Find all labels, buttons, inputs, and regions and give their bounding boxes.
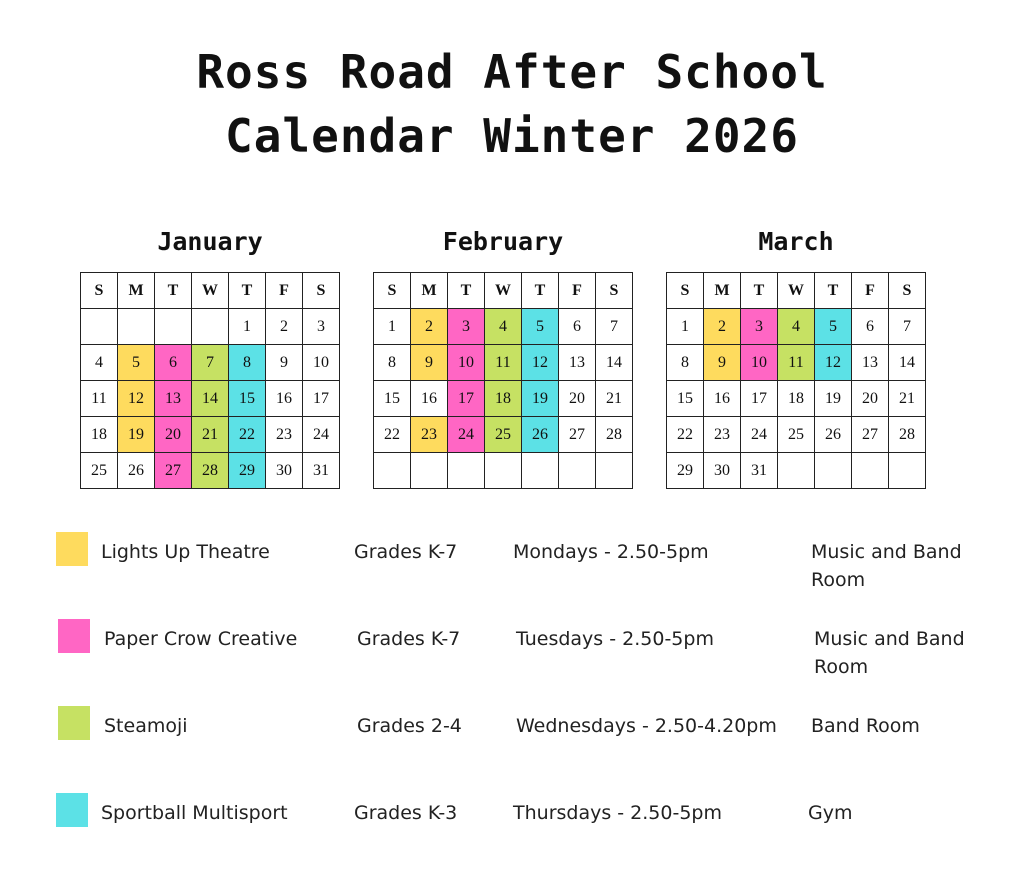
- day-cell: 31: [303, 453, 340, 489]
- day-cell: 5: [522, 309, 559, 345]
- weekday-header: W: [192, 273, 229, 309]
- day-cell: 7: [596, 309, 633, 345]
- page-title: [0, 40, 1024, 168]
- week-row: [81, 345, 340, 381]
- month-grid: [666, 272, 926, 489]
- empty-day-cell: [155, 309, 192, 345]
- day-cell: 12: [815, 345, 852, 381]
- weekday-header: S: [596, 273, 633, 309]
- day-cell: 27: [852, 417, 889, 453]
- program-grades: Grades K-7: [354, 541, 458, 563]
- day-cell: 17: [303, 381, 340, 417]
- program-name: Lights Up Theatre: [101, 541, 270, 563]
- day-cell: 21: [192, 417, 229, 453]
- day-cell: 5: [815, 309, 852, 345]
- day-cell: 4: [81, 345, 118, 381]
- day-cell: 4: [778, 309, 815, 345]
- day-cell: 2: [704, 309, 741, 345]
- day-cell: 28: [889, 417, 926, 453]
- day-cell: 16: [266, 381, 303, 417]
- empty-day-cell: [374, 453, 411, 489]
- month-grid: [373, 272, 633, 489]
- day-cell: 27: [155, 453, 192, 489]
- empty-day-cell: [852, 453, 889, 489]
- day-cell: 28: [192, 453, 229, 489]
- empty-day-cell: [596, 453, 633, 489]
- calendar-march: [666, 226, 926, 489]
- day-cell: 2: [266, 309, 303, 345]
- day-cell: 25: [778, 417, 815, 453]
- empty-day-cell: [889, 453, 926, 489]
- weekday-header: T: [229, 273, 266, 309]
- day-cell: 29: [229, 453, 266, 489]
- program-schedule: Tuesdays - 2.50-5pm: [516, 628, 714, 650]
- month-name: February: [442, 227, 564, 256]
- week-row: [374, 381, 633, 417]
- day-cell: 1: [229, 309, 266, 345]
- day-cell: 14: [889, 345, 926, 381]
- empty-day-cell: [118, 309, 155, 345]
- day-cell: 8: [667, 345, 704, 381]
- legend-row-sport: [0, 793, 1024, 853]
- day-cell: 12: [522, 345, 559, 381]
- week-row: [81, 381, 340, 417]
- color-swatch: [58, 619, 90, 653]
- title-line-1: Ross Road After School: [196, 45, 828, 99]
- program-schedule: Mondays - 2.50-5pm: [513, 541, 709, 563]
- day-cell: 2: [411, 309, 448, 345]
- day-cell: 28: [596, 417, 633, 453]
- empty-day-cell: [559, 453, 596, 489]
- weekday-header: S: [374, 273, 411, 309]
- day-cell: 3: [448, 309, 485, 345]
- empty-day-cell: [411, 453, 448, 489]
- day-cell: 10: [741, 345, 778, 381]
- legend-row-steam: [0, 706, 1024, 766]
- day-cell: 9: [266, 345, 303, 381]
- month-name: March: [758, 227, 834, 256]
- day-cell: 17: [741, 381, 778, 417]
- program-name: Steamoji: [104, 715, 188, 737]
- program-room: Gym: [808, 802, 853, 824]
- weekday-header-row: [81, 273, 340, 309]
- day-cell: 19: [118, 417, 155, 453]
- weekday-header: F: [559, 273, 596, 309]
- day-cell: 27: [559, 417, 596, 453]
- day-cell: 20: [852, 381, 889, 417]
- empty-day-cell: [485, 453, 522, 489]
- weekday-header-row: [374, 273, 633, 309]
- day-cell: 26: [118, 453, 155, 489]
- day-cell: 23: [704, 417, 741, 453]
- program-schedule: Wednesdays - 2.50-4.20pm: [516, 715, 777, 737]
- program-grades: Grades K-3: [354, 802, 458, 824]
- day-cell: 9: [411, 345, 448, 381]
- day-cell: 23: [266, 417, 303, 453]
- weekday-header: W: [485, 273, 522, 309]
- title-line-2: Calendar Winter 2026: [225, 109, 799, 163]
- day-cell: 30: [266, 453, 303, 489]
- day-cell: 8: [374, 345, 411, 381]
- day-cell: 7: [889, 309, 926, 345]
- weekday-header: T: [448, 273, 485, 309]
- empty-day-cell: [815, 453, 852, 489]
- weekday-header: W: [778, 273, 815, 309]
- day-cell: 9: [704, 345, 741, 381]
- empty-day-cell: [522, 453, 559, 489]
- day-cell: 6: [559, 309, 596, 345]
- day-cell: 25: [485, 417, 522, 453]
- day-cell: 19: [815, 381, 852, 417]
- day-cell: 13: [155, 381, 192, 417]
- day-cell: 26: [815, 417, 852, 453]
- day-cell: 12: [118, 381, 155, 417]
- empty-day-cell: [192, 309, 229, 345]
- weekday-header: M: [704, 273, 741, 309]
- weekday-header: S: [81, 273, 118, 309]
- program-name: Paper Crow Creative: [104, 628, 298, 650]
- weekday-header: M: [118, 273, 155, 309]
- day-cell: 24: [741, 417, 778, 453]
- day-cell: 11: [81, 381, 118, 417]
- day-cell: 11: [778, 345, 815, 381]
- week-row: [374, 345, 633, 381]
- day-cell: 24: [303, 417, 340, 453]
- color-swatch: [56, 793, 88, 827]
- weekday-header: S: [667, 273, 704, 309]
- day-cell: 25: [81, 453, 118, 489]
- program-grades: Grades 2-4: [357, 715, 462, 737]
- day-cell: 8: [229, 345, 266, 381]
- day-cell: 16: [704, 381, 741, 417]
- empty-day-cell: [81, 309, 118, 345]
- week-row: [667, 309, 926, 345]
- day-cell: 4: [485, 309, 522, 345]
- day-cell: 18: [485, 381, 522, 417]
- color-swatch: [58, 706, 90, 740]
- program-room: Music and Band Room: [811, 541, 962, 591]
- day-cell: 1: [374, 309, 411, 345]
- day-cell: 13: [559, 345, 596, 381]
- day-cell: 22: [229, 417, 266, 453]
- day-cell: 5: [118, 345, 155, 381]
- day-cell: 10: [448, 345, 485, 381]
- week-row: [374, 453, 633, 489]
- day-cell: 6: [155, 345, 192, 381]
- weekday-header: M: [411, 273, 448, 309]
- day-cell: 14: [596, 345, 633, 381]
- day-cell: 23: [411, 417, 448, 453]
- calendar-february: [373, 226, 633, 489]
- day-cell: 13: [852, 345, 889, 381]
- day-cell: 22: [374, 417, 411, 453]
- month-name: January: [157, 227, 263, 256]
- day-cell: 18: [81, 417, 118, 453]
- weekday-header: T: [522, 273, 559, 309]
- day-cell: 20: [559, 381, 596, 417]
- day-cell: 1: [667, 309, 704, 345]
- day-cell: 6: [852, 309, 889, 345]
- day-cell: 29: [667, 453, 704, 489]
- color-swatch: [56, 532, 88, 566]
- day-cell: 16: [411, 381, 448, 417]
- calendar-january: [80, 226, 340, 489]
- day-cell: 30: [704, 453, 741, 489]
- day-cell: 7: [192, 345, 229, 381]
- day-cell: 3: [303, 309, 340, 345]
- weekday-header: S: [889, 273, 926, 309]
- day-cell: 10: [303, 345, 340, 381]
- day-cell: 21: [889, 381, 926, 417]
- program-name: Sportball Multisport: [101, 802, 288, 824]
- program-schedule: Thursdays - 2.50-5pm: [513, 802, 722, 824]
- day-cell: 20: [155, 417, 192, 453]
- empty-day-cell: [778, 453, 815, 489]
- weekday-header: F: [852, 273, 889, 309]
- week-row: [81, 453, 340, 489]
- day-cell: 22: [667, 417, 704, 453]
- day-cell: 21: [596, 381, 633, 417]
- day-cell: 26: [522, 417, 559, 453]
- month-grid: [80, 272, 340, 489]
- day-cell: 15: [229, 381, 266, 417]
- weekday-header: F: [266, 273, 303, 309]
- day-cell: 17: [448, 381, 485, 417]
- day-cell: 11: [485, 345, 522, 381]
- day-cell: 3: [741, 309, 778, 345]
- day-cell: 24: [448, 417, 485, 453]
- day-cell: 31: [741, 453, 778, 489]
- day-cell: 14: [192, 381, 229, 417]
- day-cell: 15: [667, 381, 704, 417]
- program-room: Music and Band Room: [814, 628, 965, 678]
- week-row: [667, 453, 926, 489]
- weekday-header: S: [303, 273, 340, 309]
- week-row: [667, 345, 926, 381]
- day-cell: 18: [778, 381, 815, 417]
- week-row: [374, 417, 633, 453]
- program-room: Band Room: [811, 715, 920, 737]
- weekday-header: T: [741, 273, 778, 309]
- week-row: [667, 381, 926, 417]
- weekday-header: T: [155, 273, 192, 309]
- legend-row-theatre: [0, 532, 1024, 592]
- program-grades: Grades K-7: [357, 628, 461, 650]
- legend-row-crow: [0, 619, 1024, 679]
- day-cell: 15: [374, 381, 411, 417]
- weekday-header: T: [815, 273, 852, 309]
- week-row: [81, 417, 340, 453]
- day-cell: 19: [522, 381, 559, 417]
- weekday-header-row: [667, 273, 926, 309]
- week-row: [667, 417, 926, 453]
- empty-day-cell: [448, 453, 485, 489]
- week-row: [374, 309, 633, 345]
- week-row: [81, 309, 340, 345]
